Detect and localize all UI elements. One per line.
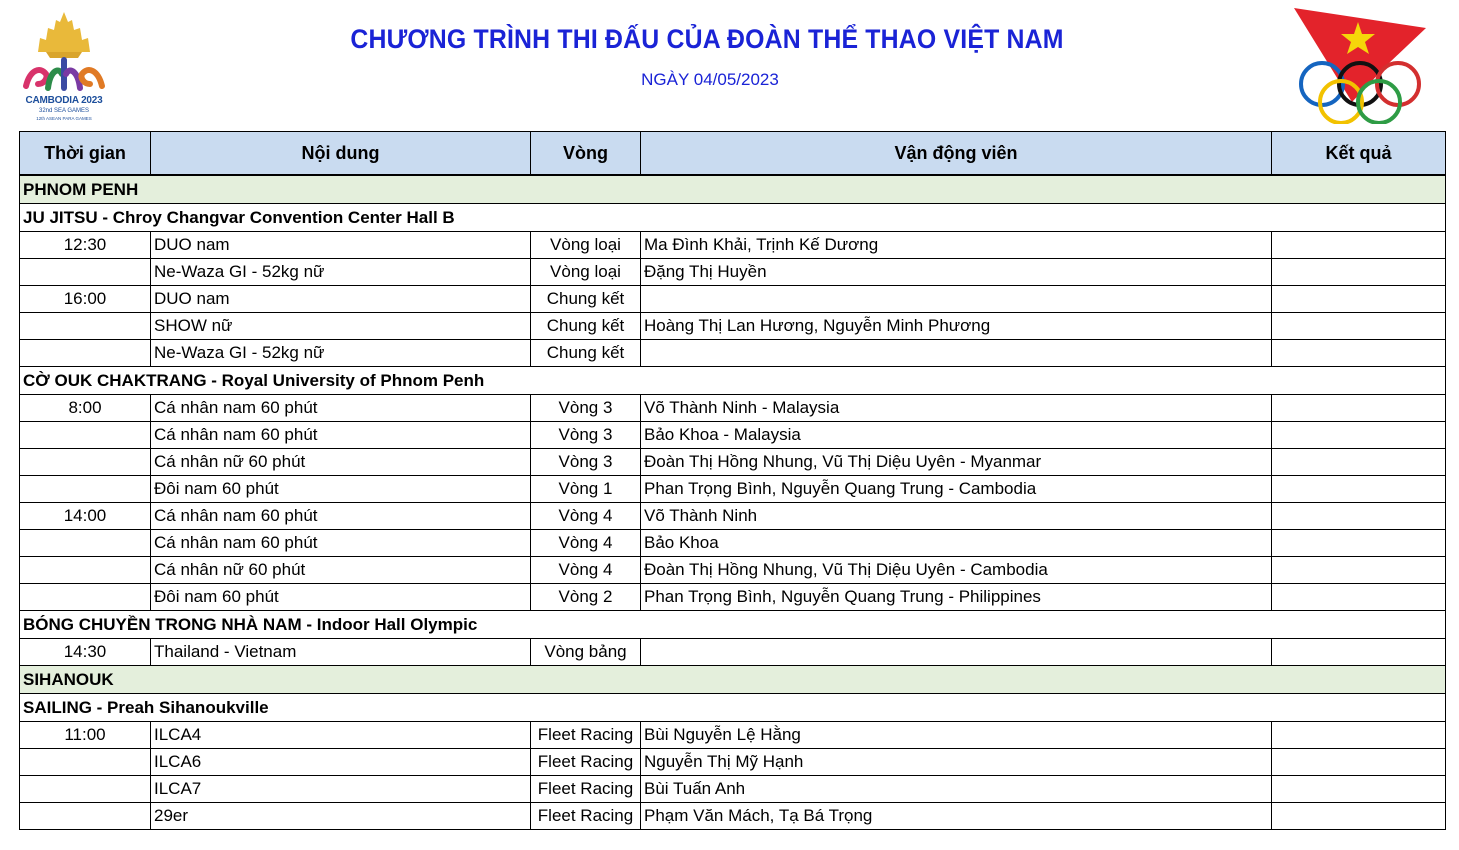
- round-cell: Fleet Racing: [531, 776, 641, 803]
- athletes-cell: [641, 286, 1272, 313]
- round-cell: Vòng loại: [531, 259, 641, 286]
- vietnam-olympic-flag-icon: [1290, 6, 1430, 124]
- event-cell: Cá nhân nam 60 phút: [151, 422, 531, 449]
- result-cell: [1272, 259, 1446, 286]
- athletes-cell: Ma Đình Khải, Trịnh Kế Dương: [641, 232, 1272, 259]
- round-cell: Fleet Racing: [531, 749, 641, 776]
- round-cell: Vòng bảng: [531, 639, 641, 666]
- time-cell: [20, 776, 151, 803]
- result-cell: [1272, 476, 1446, 503]
- athletes-cell: Phan Trọng Bình, Nguyễn Quang Trung - Philippines: [641, 584, 1272, 611]
- table-row: [20, 449, 1446, 476]
- table-row: [20, 639, 1446, 666]
- table-row: [20, 476, 1446, 503]
- result-cell: [1272, 639, 1446, 666]
- logo-text: CAMBODIA 2023: [25, 95, 103, 106]
- event-cell: ILCA4: [151, 722, 531, 749]
- city-label: SIHANOUK: [20, 666, 1446, 694]
- round-cell: Vòng 4: [531, 530, 641, 557]
- time-cell: [20, 476, 151, 503]
- round-cell: Chung kết: [531, 313, 641, 340]
- athletes-cell: Võ Thành Ninh: [641, 503, 1272, 530]
- table-header-row: [20, 132, 1446, 176]
- column-header-time: Thời gian: [20, 132, 151, 176]
- city-row: [20, 666, 1446, 694]
- round-cell: Fleet Racing: [531, 722, 641, 749]
- athletes-cell: Bùi Tuấn Anh: [641, 776, 1272, 803]
- venue-name: - Chroy Changvar Convention Center Hall B: [97, 207, 455, 227]
- time-cell: 11:00: [20, 722, 151, 749]
- olympic-committee-logo: [1290, 6, 1430, 124]
- event-cell: Cá nhân nam 60 phút: [151, 395, 531, 422]
- page-title: CHƯƠNG TRÌNH THI ĐẤU CỦA ĐOÀN THỂ THAO VIỆT NAM: [350, 24, 1064, 54]
- sport-name: SAILING: [23, 697, 92, 717]
- time-cell: 14:00: [20, 503, 151, 530]
- athletes-cell: Võ Thành Ninh - Malaysia: [641, 395, 1272, 422]
- time-cell: 14:30: [20, 639, 151, 666]
- time-cell: 16:00: [20, 286, 151, 313]
- round-cell: Chung kết: [531, 340, 641, 367]
- event-cell: Cá nhân nam 60 phút: [151, 530, 531, 557]
- time-cell: [20, 259, 151, 286]
- athletes-cell: Đoàn Thị Hồng Nhung, Vũ Thị Diệu Uyên - Myanmar: [641, 449, 1272, 476]
- venue-cell: [20, 367, 1446, 395]
- column-header-result: Kết quả: [1272, 132, 1446, 176]
- athletes-cell: Bảo Khoa: [641, 530, 1272, 557]
- time-cell: [20, 313, 151, 340]
- athletes-cell: [641, 639, 1272, 666]
- table-row: [20, 340, 1446, 367]
- event-cell: DUO nam: [151, 286, 531, 313]
- table-body: [20, 175, 1446, 830]
- sea-games-emblem-icon: [18, 8, 110, 94]
- result-cell: [1272, 776, 1446, 803]
- time-cell: 12:30: [20, 232, 151, 259]
- event-cell: 29er: [151, 803, 531, 830]
- result-cell: [1272, 313, 1446, 340]
- sport-name: CỜ OUK CHAKTRANG: [23, 370, 207, 390]
- athletes-cell: Đặng Thị Huyền: [641, 259, 1272, 286]
- result-cell: [1272, 722, 1446, 749]
- time-cell: [20, 449, 151, 476]
- athletes-cell: Đoàn Thị Hồng Nhung, Vũ Thị Diệu Uyên - Cambodia: [641, 557, 1272, 584]
- table-row: [20, 557, 1446, 584]
- table-row: [20, 803, 1446, 830]
- athletes-cell: Nguyễn Thị Mỹ Hạnh: [641, 749, 1272, 776]
- schedule-table: [19, 131, 1446, 830]
- time-cell: [20, 557, 151, 584]
- result-cell: [1272, 530, 1446, 557]
- logo-subtext: 32nd SEA GAMES: [38, 108, 90, 114]
- event-cell: DUO nam: [151, 232, 531, 259]
- event-cell: Cá nhân nữ 60 phút: [151, 557, 531, 584]
- round-cell: Vòng loại: [531, 232, 641, 259]
- city-label: PHNOM PENH: [20, 175, 1446, 204]
- round-cell: Vòng 2: [531, 584, 641, 611]
- venue-cell: [20, 611, 1446, 639]
- athletes-cell: Hoàng Thị Lan Hương, Nguyễn Minh Phương: [641, 313, 1272, 340]
- event-cell: Cá nhân nam 60 phút: [151, 503, 531, 530]
- city-row: [20, 175, 1446, 204]
- result-cell: [1272, 557, 1446, 584]
- event-cell: Đôi nam 60 phút: [151, 476, 531, 503]
- event-cell: Ne-Waza GI - 52kg nữ: [151, 259, 531, 286]
- result-cell: [1272, 286, 1446, 313]
- round-cell: Fleet Racing: [531, 803, 641, 830]
- result-cell: [1272, 449, 1446, 476]
- table-row: [20, 530, 1446, 557]
- sea-games-logo: [18, 8, 110, 126]
- athletes-cell: Phạm Văn Mách, Tạ Bá Trọng: [641, 803, 1272, 830]
- time-cell: [20, 422, 151, 449]
- column-header-round: Vòng: [531, 132, 641, 176]
- athletes-cell: [641, 340, 1272, 367]
- athletes-cell: Phan Trọng Bình, Nguyễn Quang Trung - Cambodia: [641, 476, 1272, 503]
- athletes-cell: Bùi Nguyễn Lệ Hằng: [641, 722, 1272, 749]
- time-cell: [20, 803, 151, 830]
- table-row: [20, 259, 1446, 286]
- page-date: NGÀY 04/05/2023: [641, 70, 779, 89]
- result-cell: [1272, 395, 1446, 422]
- sport-name: JU JITSU: [23, 207, 98, 227]
- event-cell: ILCA6: [151, 749, 531, 776]
- table-row: [20, 749, 1446, 776]
- result-cell: [1272, 340, 1446, 367]
- table-row: [20, 503, 1446, 530]
- venue-row: [20, 694, 1446, 722]
- round-cell: Vòng 3: [531, 422, 641, 449]
- venue-name: - Preah Sihanoukville: [91, 697, 269, 717]
- event-cell: Cá nhân nữ 60 phút: [151, 449, 531, 476]
- round-cell: Vòng 3: [531, 449, 641, 476]
- sport-name: BÓNG CHUYỀN TRONG NHÀ NAM: [23, 614, 302, 634]
- event-cell: SHOW nữ: [151, 313, 531, 340]
- table-row: [20, 232, 1446, 259]
- result-cell: [1272, 803, 1446, 830]
- venue-row: [20, 611, 1446, 639]
- result-cell: [1272, 584, 1446, 611]
- venue-cell: [20, 204, 1446, 232]
- round-cell: Chung kết: [531, 286, 641, 313]
- page-header: [0, 0, 1459, 130]
- column-header-athletes: Vận động viên: [641, 132, 1272, 176]
- table-row: [20, 722, 1446, 749]
- event-cell: Thailand - Vietnam: [151, 639, 531, 666]
- result-cell: [1272, 503, 1446, 530]
- table-row: [20, 286, 1446, 313]
- logo-subtext-small: 12th ASEAN PARA GAMES: [36, 116, 92, 121]
- venue-name: - Royal University of Phnom Penh: [206, 370, 485, 390]
- time-cell: [20, 530, 151, 557]
- time-cell: [20, 584, 151, 611]
- table-row: [20, 313, 1446, 340]
- venue-row: [20, 367, 1446, 395]
- athletes-cell: Bảo Khoa - Malaysia: [641, 422, 1272, 449]
- table-row: [20, 776, 1446, 803]
- event-cell: ILCA7: [151, 776, 531, 803]
- table-row: [20, 422, 1446, 449]
- result-cell: [1272, 232, 1446, 259]
- round-cell: Vòng 4: [531, 557, 641, 584]
- round-cell: Vòng 3: [531, 395, 641, 422]
- column-header-event: Nội dung: [151, 132, 531, 176]
- time-cell: 8:00: [20, 395, 151, 422]
- table-row: [20, 584, 1446, 611]
- venue-row: [20, 204, 1446, 232]
- time-cell: [20, 749, 151, 776]
- event-cell: Ne-Waza GI - 52kg nữ: [151, 340, 531, 367]
- result-cell: [1272, 749, 1446, 776]
- round-cell: Vòng 1: [531, 476, 641, 503]
- venue-name: - Indoor Hall Olympic: [301, 614, 478, 634]
- event-cell: Đôi nam 60 phút: [151, 584, 531, 611]
- venue-cell: [20, 694, 1446, 722]
- round-cell: Vòng 4: [531, 503, 641, 530]
- time-cell: [20, 340, 151, 367]
- result-cell: [1272, 422, 1446, 449]
- table-row: [20, 395, 1446, 422]
